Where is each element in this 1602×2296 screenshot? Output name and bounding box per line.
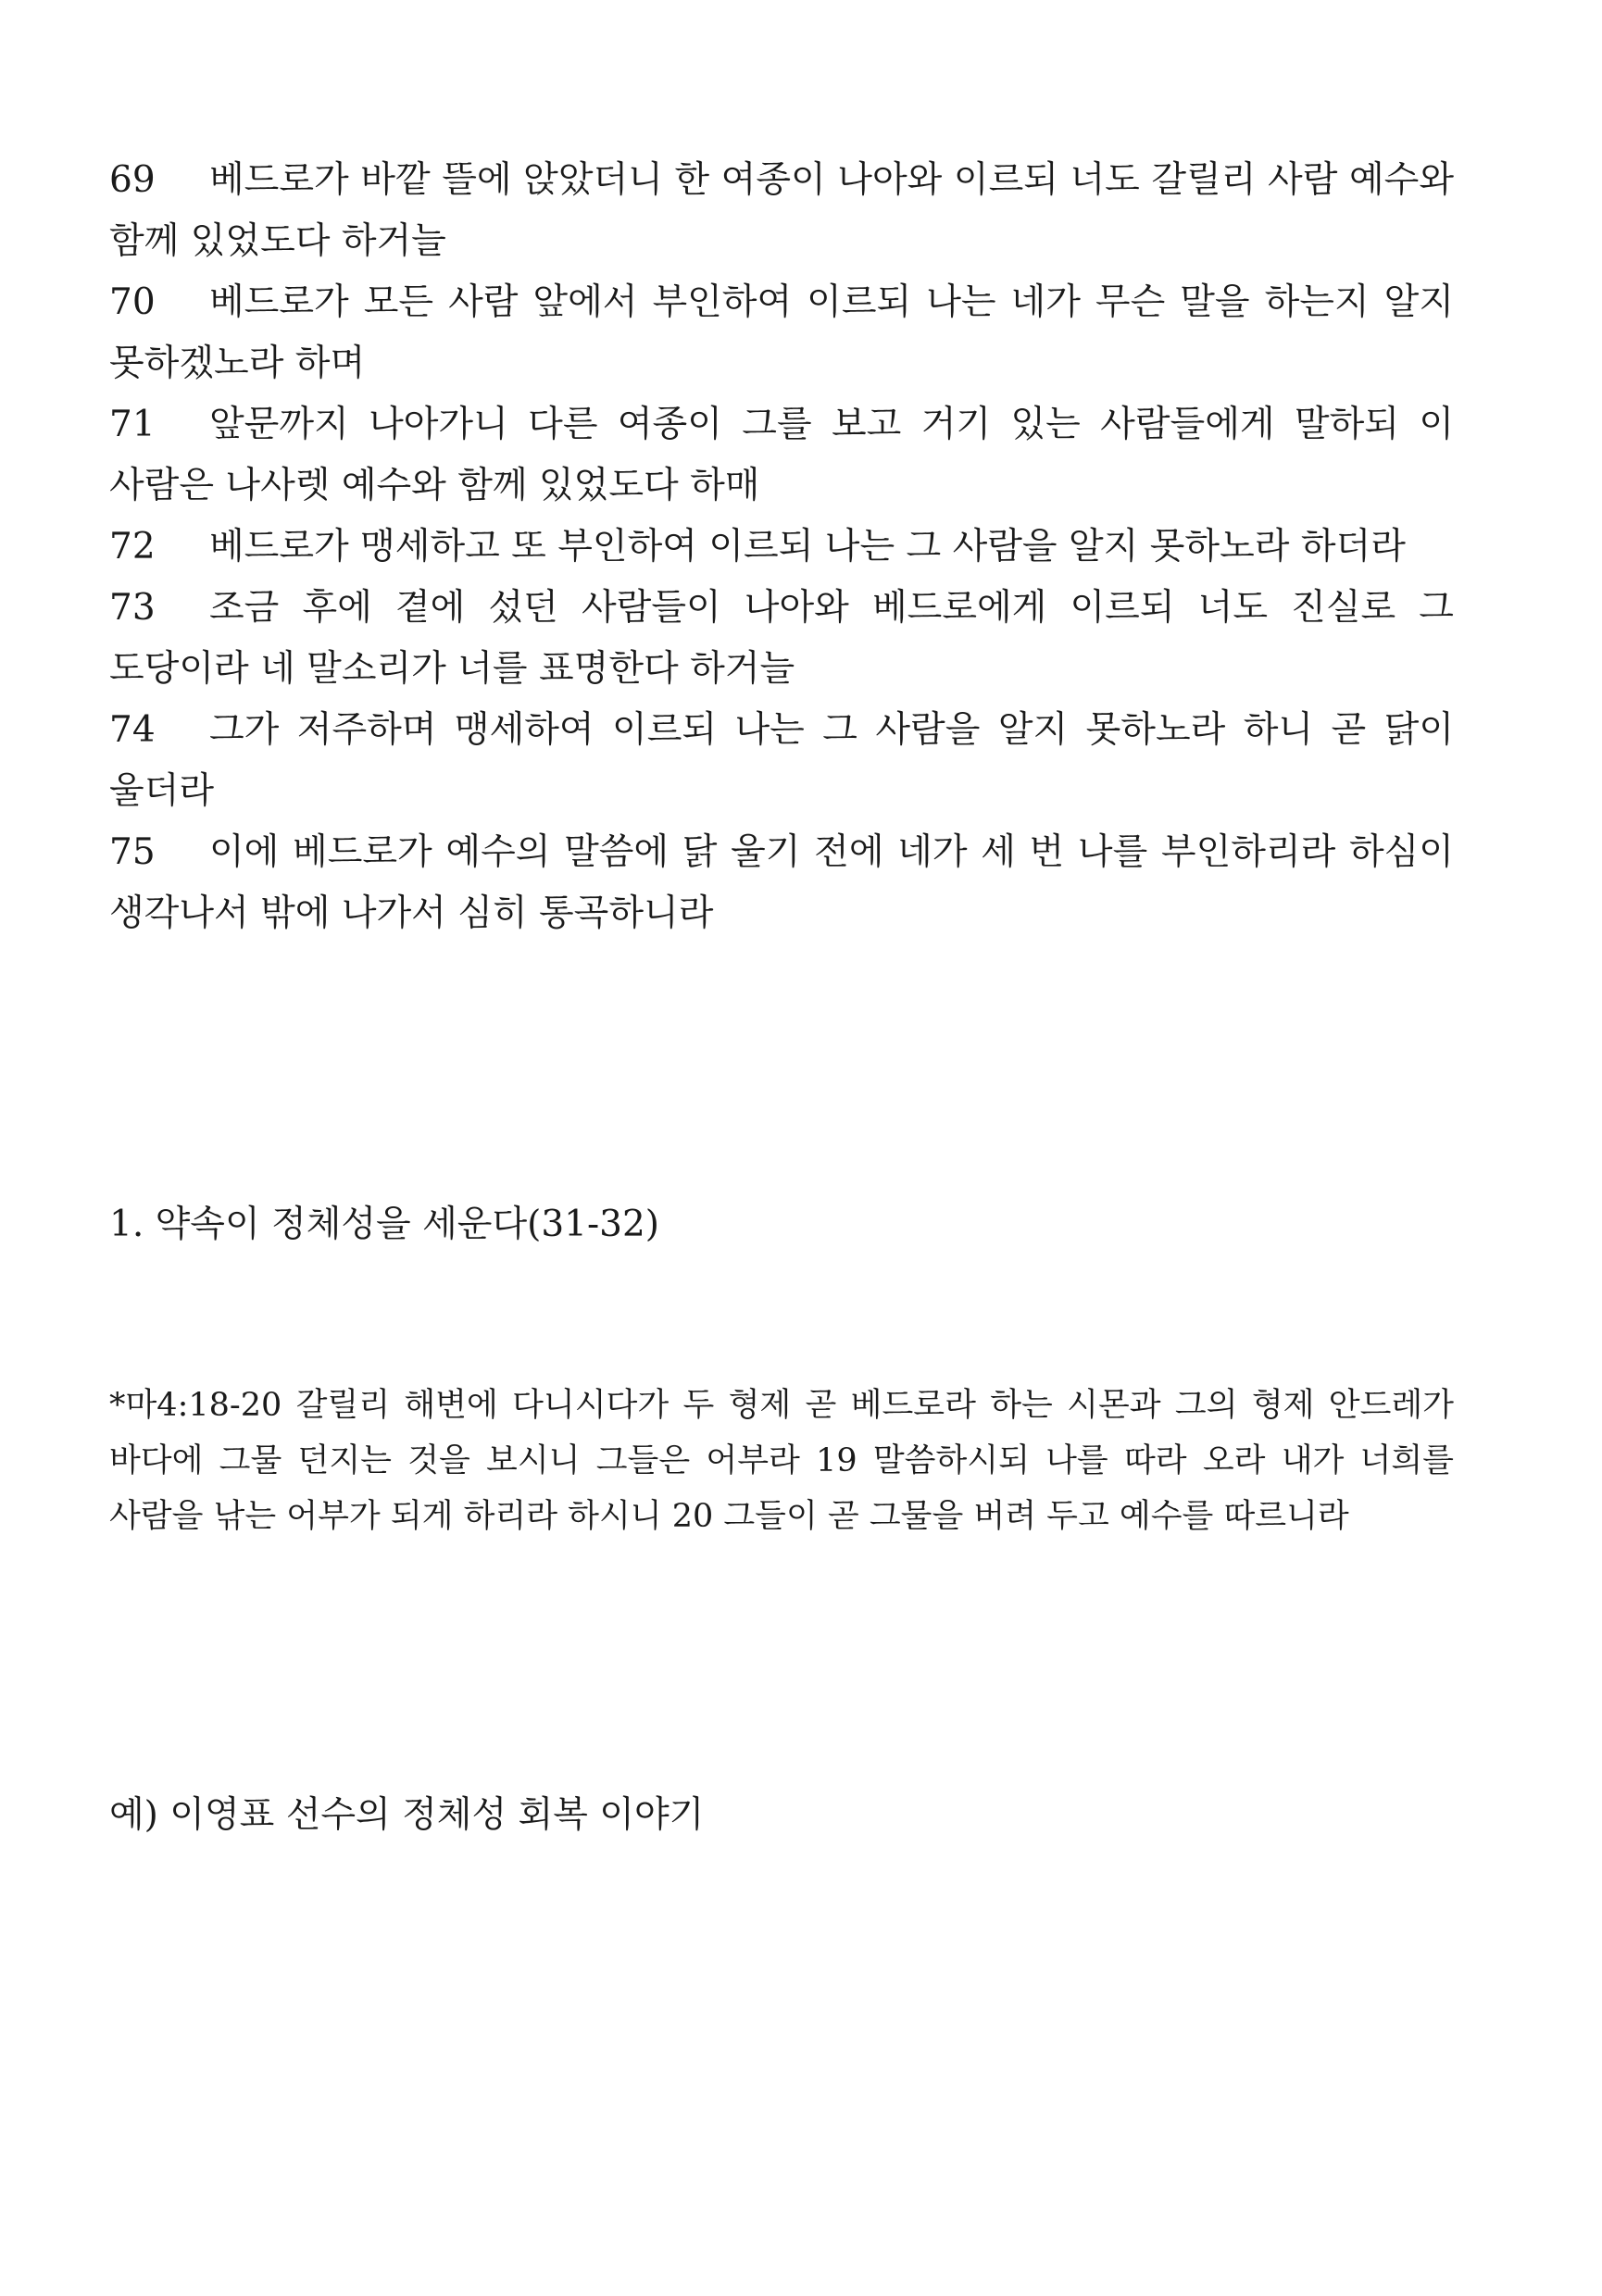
verse-69: [109, 150, 1454, 272]
example-note: 예) 이영표 선수의 정체성 회복 이야기: [109, 1794, 705, 1836]
verse-number: 75: [109, 831, 156, 873]
scripture-reference: *마4:18-20 갈릴리 해변에 다니시다가 두 형제 곧 베드로라 하는 시몬과 그의 형제 안드레가 바다에 그물 던지는 것을 보시니 그들은 어부라 19 말씀하시되 나를 따라 오라 내가 너희를 사람을 낚는 어부가 되게 하리라 하시니 20 그들이 곧 그물을 버려 두고 예수를 따르니라: [109, 1387, 1454, 1535]
section-heading: 1. 약속이 정체성을 세운다(31-32): [109, 1204, 660, 1245]
verse-text: 베드로가 맹세하고 또 부인하여 이르되 나는 그 사람을 알지 못하노라 하더라: [209, 526, 1406, 568]
verse-number: 74: [109, 709, 156, 751]
verse-number: 69: [109, 159, 156, 201]
verse-text: 조금 후에 곁에 섰던 사람들이 나아와 베드로에게 이르되 너도 진실로 그 도당이라 네 말소리가 너를 표명한다 하거늘: [109, 587, 1454, 690]
verse-number: 72: [109, 526, 156, 568]
verse-70: [109, 272, 1454, 394]
verse-71: [109, 394, 1454, 517]
verse-text: 앞문까지 나아가니 다른 여종이 그를 보고 거기 있는 사람들에게 말하되 이 사람은 나사렛 예수와 함께 있었도다 하매: [109, 404, 1454, 506]
verse-number: 71: [109, 404, 156, 445]
verse-72: [109, 517, 1454, 578]
verse-list: [109, 150, 1454, 944]
verse-74: [109, 700, 1454, 822]
verse-text: 베드로가 바깥 뜰에 앉았더니 한 여종이 나아와 이르되 너도 갈릴리 사람 예수와 함께 있었도다 하거늘: [109, 159, 1454, 262]
verse-number: 73: [109, 587, 156, 629]
verse-text: 이에 베드로가 예수의 말씀에 닭 울기 전에 네가 세 번 나를 부인하리라 하심이 생각나서 밖에 나가서 심히 통곡하니라: [109, 831, 1454, 934]
verse-number: 70: [109, 281, 156, 323]
verse-text: 베드로가 모든 사람 앞에서 부인하여 이르되 나는 네가 무슨 말을 하는지 알지 못하겠노라 하며: [109, 281, 1454, 384]
verse-text: 그가 저주하며 맹세하여 이르되 나는 그 사람을 알지 못하노라 하니 곧 닭이 울더라: [109, 709, 1454, 812]
verse-75: [109, 822, 1454, 944]
verse-73: [109, 578, 1454, 700]
